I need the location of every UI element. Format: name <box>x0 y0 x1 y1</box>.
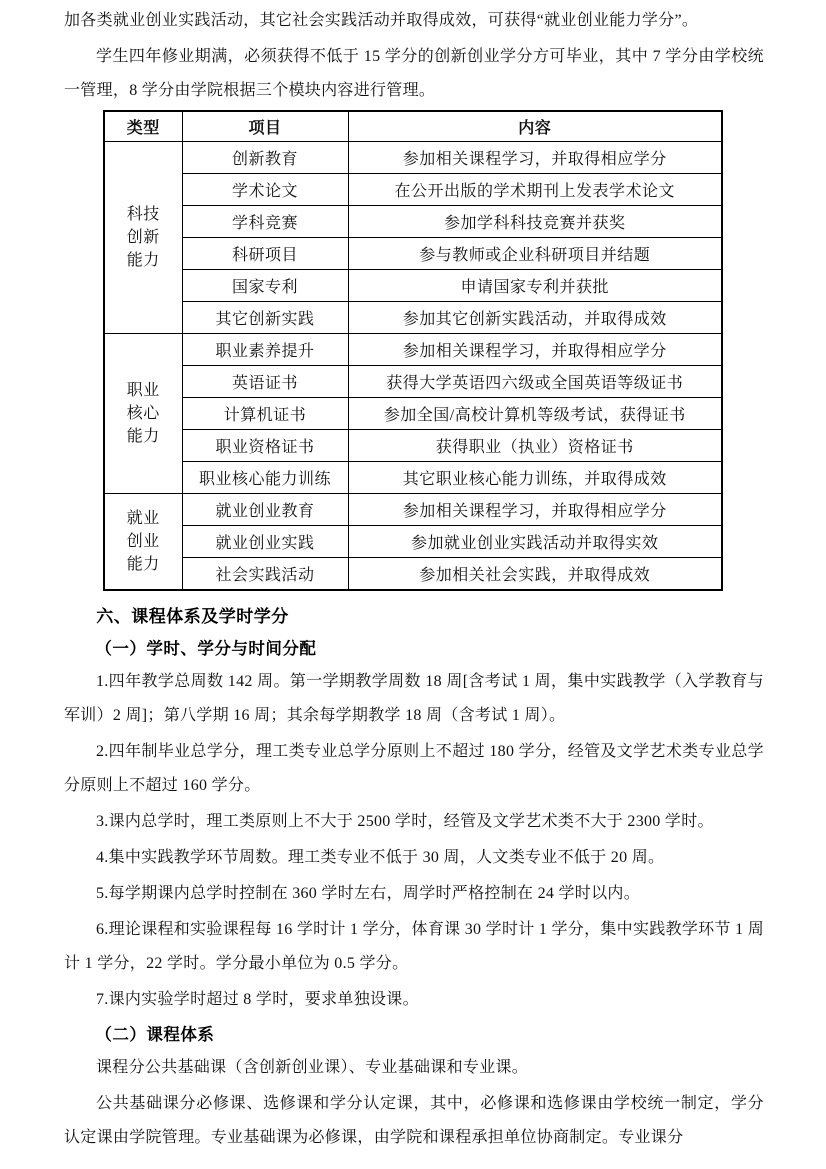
content-cell: 获得大学英语四六级或全国英语等级证书 <box>348 366 722 398</box>
project-cell: 创新教育 <box>182 142 348 174</box>
content-cell: 参加就业创业实践活动并取得实效 <box>348 526 722 558</box>
item-6: 6.理论课程和实验课程每 16 学时计 1 学分，体育课 30 学时计 1 学分，集中实践教学环节 1 周计 1 学分，22 学时。学分最小单位为 0.5 学分。 <box>64 921 764 972</box>
table-row <box>104 366 722 398</box>
table-header-row <box>104 111 722 142</box>
group-type-label: 就业创业能力 <box>126 510 160 573</box>
project-cell: 其它创新实践 <box>182 302 348 334</box>
project-cell: 职业核心能力训练 <box>182 462 348 494</box>
project-cell: 社会实践活动 <box>182 558 348 591</box>
content-cell: 参与教师或企业科研项目并结题 <box>348 238 722 270</box>
item-5: 5.每学期课内总学时控制在 360 学时左右，周学时严格控制在 24 学时以内。 <box>96 885 641 902</box>
content-cell: 申请国家专利并获批 <box>348 270 722 302</box>
subsection-one-heading: （一）学时、学分与时间分配 <box>95 640 317 658</box>
group-type-cell-tech-innovation <box>104 142 182 334</box>
table-row <box>104 142 722 174</box>
table-row <box>104 494 722 526</box>
project-cell: 计算机证书 <box>182 398 348 430</box>
section-six-heading: 六、课程体系及学时学分 <box>96 607 289 626</box>
project-cell: 就业创业实践 <box>182 526 348 558</box>
content-cell: 参加全国/高校计算机等级考试，获得证书 <box>348 398 722 430</box>
table-row <box>104 174 722 206</box>
table-row <box>104 430 722 462</box>
table-row <box>104 206 722 238</box>
group-type-label: 科技创新能力 <box>126 206 160 269</box>
subsection-two-heading: （二）课程体系 <box>95 1026 215 1044</box>
item-3: 3.课内总学时，理工类原则上不大于 2500 学时，经管及文学艺术类不大于 2300 学时。 <box>96 813 714 830</box>
table-row <box>104 334 722 366</box>
content-cell: 参加学科科技竞赛并获奖 <box>348 206 722 238</box>
item-7: 7.课内实验学时超过 8 学时，要求单独设课。 <box>96 991 419 1008</box>
course-system-paragraph-1: 课程分公共基础课（含创新创业课）、专业基础课和专业课。 <box>96 1059 529 1076</box>
content-cell: 参加相关课程学习，并取得相应学分 <box>348 494 722 526</box>
table-row <box>104 270 722 302</box>
item-1: 1.四年教学总周数 142 周。第一学期教学周数 18 周[含考试 1 周，集中实践教学（入学教育与军训）2 周]；第八学期 16 周；其余每学期教学 18 周（含考试 1 周）。 <box>64 673 764 724</box>
project-cell: 职业素养提升 <box>182 334 348 366</box>
column-header-project: 项目 <box>182 111 348 142</box>
table-row <box>104 558 722 591</box>
item-4: 4.集中实践教学环节周数。理工类专业不低于 30 周，人文类专业不低于 20 周。 <box>96 849 665 866</box>
project-cell: 国家专利 <box>182 270 348 302</box>
project-cell: 学科竞赛 <box>182 206 348 238</box>
credit-module-table <box>103 110 723 591</box>
table-row <box>104 238 722 270</box>
project-cell: 科研项目 <box>182 238 348 270</box>
item-2: 2.四年制毕业总学分，理工类专业总学分原则上不超过 180 学分，经管及文学艺术类专业总学分原则上不超过 160 学分。 <box>64 743 764 794</box>
content-cell: 参加相关课程学习，并取得相应学分 <box>348 142 722 174</box>
table-row <box>104 302 722 334</box>
content-cell: 在公开出版的学术期刊上发表学术论文 <box>348 174 722 206</box>
column-header-type: 类型 <box>104 111 182 142</box>
project-cell: 就业创业教育 <box>182 494 348 526</box>
table-row <box>104 398 722 430</box>
intro-paragraph: 学生四年修业期满，必须获得不低于 15 学分的创新创业学分方可毕业，其中 7 学分由学校统一管理，8 学分由学院根据三个模块内容进行管理。 <box>64 48 764 99</box>
content-cell: 其它职业核心能力训练，并取得成效 <box>348 462 722 494</box>
table-row <box>104 526 722 558</box>
group-type-cell-employment <box>104 494 182 591</box>
group-type-label: 职业核心能力 <box>126 382 160 445</box>
project-cell: 英语证书 <box>182 366 348 398</box>
intro-continuation-line: 加各类就业创业实践活动，其它社会实践活动并取得成效，可获得“就业创业能力学分”。 <box>64 12 699 29</box>
project-cell: 职业资格证书 <box>182 430 348 462</box>
project-cell: 学术论文 <box>182 174 348 206</box>
content-cell: 获得职业（执业）资格证书 <box>348 430 722 462</box>
content-cell: 参加相关社会实践，并取得成效 <box>348 558 722 591</box>
column-header-content: 内容 <box>348 111 722 142</box>
content-cell: 参加相关课程学习，并取得相应学分 <box>348 334 722 366</box>
content-cell: 参加其它创新实践活动，并取得成效 <box>348 302 722 334</box>
course-system-paragraph-2: 公共基础课分必修课、选修课和学分认定课，其中，必修课和选修课由学校统一制定，学分认定课由学院管理。专业基础课为必修课，由学院和课程承担单位协商制定。专业课分 <box>64 1095 764 1146</box>
group-type-cell-core-vocational <box>104 334 182 494</box>
table-row <box>104 462 722 494</box>
